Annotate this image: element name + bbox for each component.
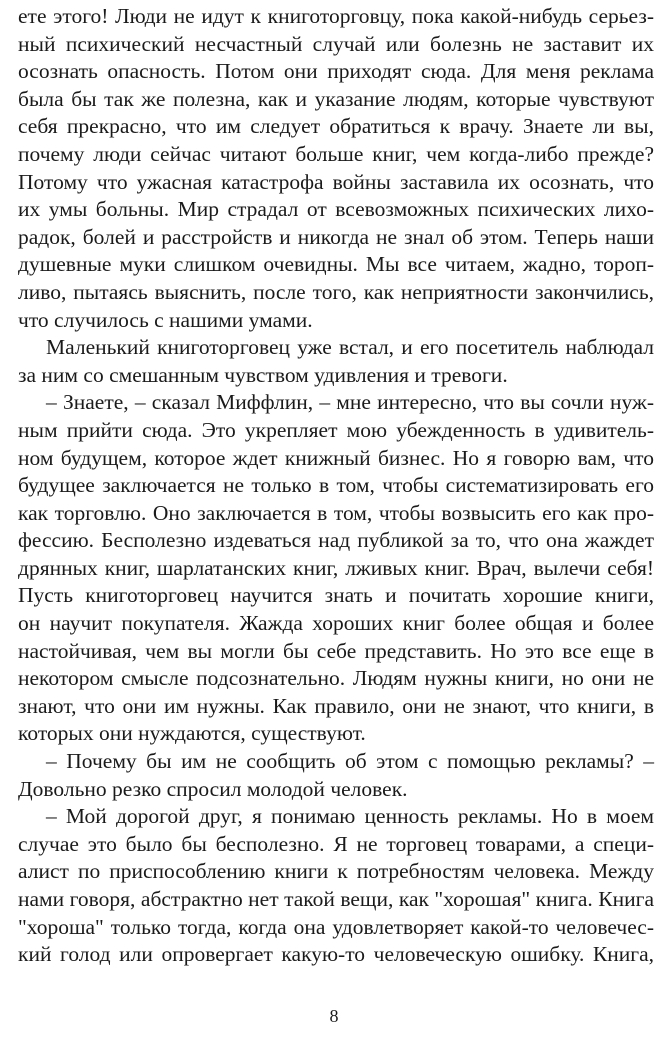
paragraph-3 bbox=[18, 389, 654, 748]
paragraph-1 bbox=[18, 3, 654, 334]
text-line: их умы больны. Мир страдал от всевозможных психических лихо- bbox=[18, 197, 654, 222]
text-line: Потому что ужасная катастрофа войны заставила их осознать, что bbox=[18, 169, 654, 194]
text-line: ным прийти сюда. Это укрепляет мою убежденность в удивитель- bbox=[18, 417, 654, 442]
text-line: некотором смысле подсознательно. Людям нужны книги, но они не bbox=[18, 666, 654, 691]
text-line: что случилось с нашими умами. bbox=[18, 307, 313, 332]
text-line: ном будущем, которое ждет книжный бизнес. Но я говорю вам, что bbox=[18, 445, 654, 470]
paragraph-2 bbox=[18, 334, 654, 389]
text-line: алист по приспособлению книги к потребностям человека. Между bbox=[18, 859, 654, 884]
text-line: душевные муки слишком очевидны. Мы все читаем, жадно, тороп- bbox=[18, 252, 654, 277]
text-line: Довольно резко спросил молодой человек. bbox=[18, 776, 408, 801]
text-line: – Мой дорогой друг, я понимаю ценность рекламы. Но в моем bbox=[46, 804, 654, 829]
text-line: – Знаете, – сказал Миффлин, – мне интересно, что вы сочли нуж- bbox=[46, 390, 654, 415]
text-line: Пусть книготорговец научится знать и почитать хорошие книги, bbox=[18, 583, 654, 608]
text-line: кий голод или опровергает какую-то человеческую ошибку. Книга, bbox=[18, 942, 654, 967]
text-line: нами говоря, абстрактно нет такой вещи, как "хорошая" книга. Книга bbox=[18, 887, 654, 911]
text-line: ливо, пытаясь выяснить, после того, как неприятности закончились, bbox=[18, 279, 654, 304]
text-line: Маленький книготорговец уже встал, и его посетитель наблюдал bbox=[46, 335, 654, 360]
text-line: почему люди сейчас читают больше книг, чем когда-либо прежде? bbox=[18, 141, 654, 166]
document-page bbox=[18, 3, 654, 969]
paragraph-4 bbox=[18, 748, 654, 803]
text-line: настойчивая, чем вы могли бы себе представить. Но это все еще в bbox=[18, 638, 654, 663]
text-line: фессию. Бесполезно издеваться над публикой за то, что она жаждет bbox=[18, 528, 654, 553]
text-line: как торговлю. Оно заключается в том, чтобы возвысить его как про- bbox=[18, 500, 654, 525]
text-line: была бы так же полезна, как и указание людям, которые чувствуют bbox=[18, 86, 654, 111]
text-line: радок, болей и расстройств и никогда не знал об этом. Теперь наши bbox=[18, 224, 654, 249]
page-number: 8 bbox=[329, 1006, 339, 1026]
text-line: случае это было бы бесполезно. Я не торговец товарами, а специ- bbox=[18, 831, 654, 856]
text-line: – Почему бы им не сообщить об этом с помощью рекламы? – bbox=[46, 749, 654, 774]
text-line: которых они нуждаются, существуют. bbox=[18, 721, 366, 746]
text-line: "хороша" только тогда, когда она удовлетворяет какой-то человечес- bbox=[18, 914, 654, 939]
text-line: ный психический несчастный случай или болезнь не заставит их bbox=[18, 31, 654, 56]
text-line: он научит покупателя. Жажда хороших книг более общая и более bbox=[18, 611, 654, 636]
text-line: осознать опасность. Потом они приходят сюда. Для меня реклама bbox=[18, 59, 654, 84]
text-line: за ним со смешанным чувством удивления и тревоги. bbox=[18, 362, 508, 387]
paragraph-5 bbox=[18, 803, 654, 969]
text-line: дрянных книг, шарлатанских книг, лживых книг. Врач, вылечи себя! bbox=[18, 555, 654, 580]
text-line: знают, что они им нужны. Как правило, они не знают, что книги, в bbox=[18, 693, 654, 718]
text-line: будущее заключается не только в том, чтобы систематизировать его bbox=[18, 473, 654, 498]
text-line: ете этого! Люди не идут к книготорговцу, пока какой-нибудь серьез- bbox=[18, 4, 654, 28]
text-line: себя прекрасно, что им следует обратиться к врачу. Знаете ли вы, bbox=[18, 114, 654, 139]
